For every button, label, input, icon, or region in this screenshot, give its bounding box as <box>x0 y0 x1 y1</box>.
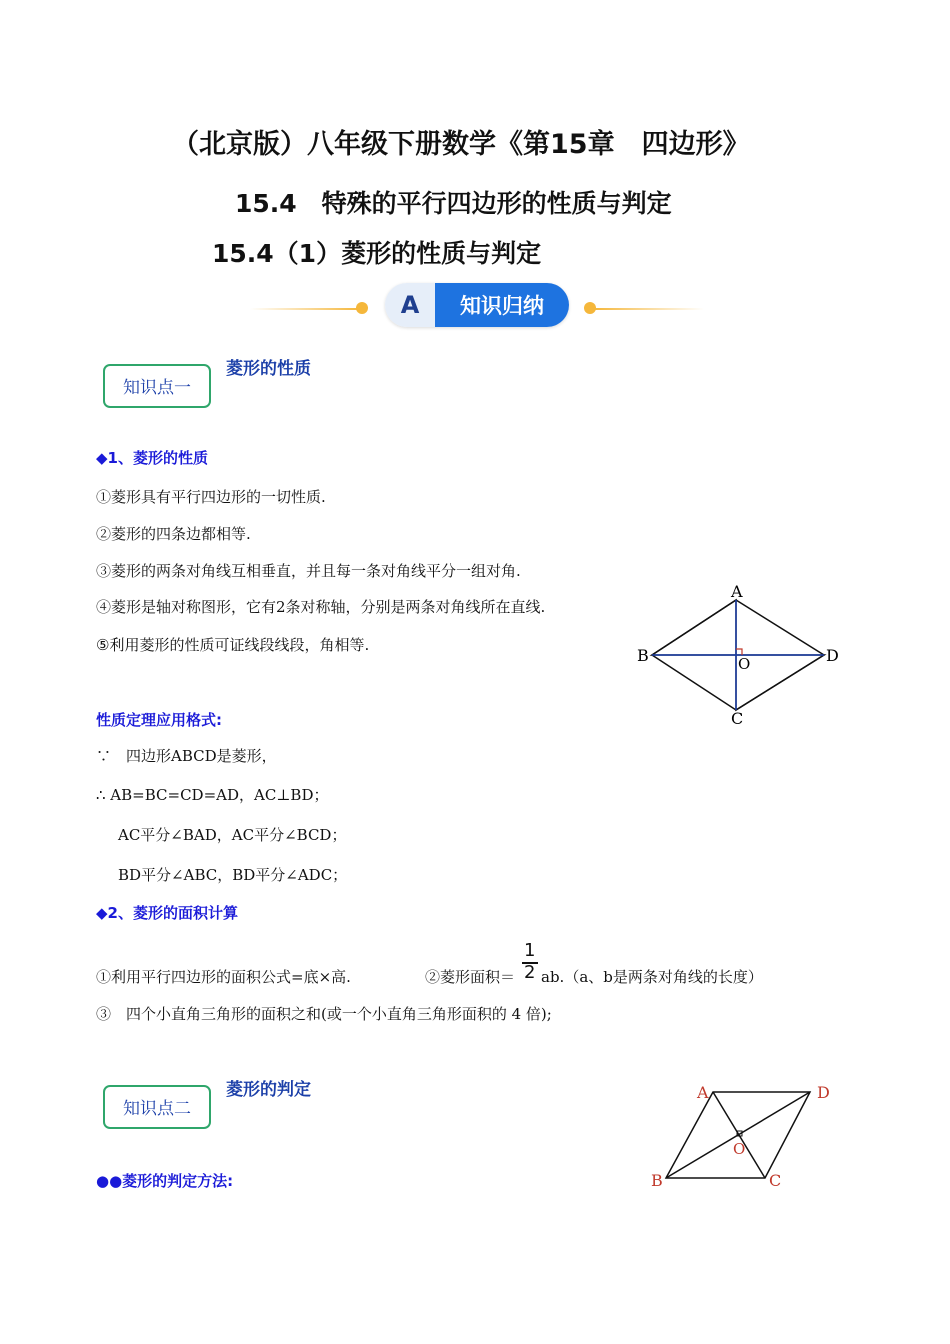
banner-dot-left <box>356 302 368 314</box>
label-o: O <box>738 655 751 673</box>
format-heading: 性质定理应用格式: <box>96 711 222 729</box>
property-item-1: ①菱形具有平行四边形的一切性质. <box>96 488 326 506</box>
area-heading: ◆2、菱形的面积计算 <box>96 904 238 922</box>
document-title: （北京版）八年级下册数学《第15章 四边形》 <box>172 129 750 160</box>
property-item-5: ⑤利用菱形的性质可证线段线段，角相等. <box>96 636 370 654</box>
label-a: A <box>731 582 743 601</box>
label-c-2: C <box>769 1171 782 1190</box>
banner-label: 知识归纳 <box>435 283 569 327</box>
judgement-methods-heading: ●●菱形的判定方法: <box>96 1172 234 1190</box>
knowledge-summary-banner <box>385 283 569 327</box>
area-item-3: ③ 四个小直角三角形的面积之和(或一个小直角三角形面积的 4 倍); <box>96 1005 552 1023</box>
label-d: D <box>826 646 839 665</box>
fraction-numerator: 1 <box>524 940 536 961</box>
banner-letter: A <box>385 283 435 327</box>
label-o-2: O <box>733 1140 746 1158</box>
label-b: B <box>637 646 649 665</box>
property-heading: ◆1、菱形的性质 <box>96 449 208 467</box>
label-d-2: D <box>817 1083 830 1102</box>
knowledge-point-1-box: 知识点一 <box>103 364 211 408</box>
format-line-1: ∵ 四边形ABCD是菱形， <box>96 747 277 765</box>
property-item-4: ④菱形是轴对称图形，它有2条对称轴，分别是两条对角线所在直线. <box>96 598 546 616</box>
subsection-title: 15.4（1）菱形的性质与判定 <box>212 239 542 268</box>
area-item-1: ①利用平行四边形的面积公式=底×高. <box>96 968 351 986</box>
knowledge-point-1-title: 菱形的性质 <box>226 359 311 379</box>
section-title: 15.4 特殊的平行四边形的性质与判定 <box>235 189 672 218</box>
diagonal-bd-2 <box>666 1092 810 1178</box>
rhombus-figure-1 <box>628 578 844 728</box>
label-b-2: B <box>651 1171 663 1190</box>
label-a-2: A <box>697 1083 709 1102</box>
banner-line-left <box>250 308 360 310</box>
format-line-3: AC平分∠BAD，AC平分∠BCD； <box>118 826 347 844</box>
banner-line-right <box>594 308 704 310</box>
property-item-2: ②菱形的四条边都相等. <box>96 525 251 543</box>
knowledge-point-2-title: 菱形的判定 <box>226 1080 311 1100</box>
area-item-2-suffix: ab.（a、b是两条对角线的长度） <box>541 968 763 986</box>
area-item-2-prefix: ②菱形面积＝ <box>425 968 516 986</box>
format-line-4: BD平分∠ABC，BD平分∠ADC； <box>118 866 348 884</box>
fraction-denominator: 2 <box>524 962 536 983</box>
rhombus-figure-2 <box>645 1078 840 1190</box>
format-line-2: ∴ AB=BC=CD=AD，AC⊥BD； <box>96 786 329 804</box>
property-item-3: ③菱形的两条对角线互相垂直，并且每一条对角线平分一组对角. <box>96 562 521 580</box>
knowledge-point-2-box: 知识点二 <box>103 1085 211 1129</box>
label-c: C <box>731 709 744 728</box>
